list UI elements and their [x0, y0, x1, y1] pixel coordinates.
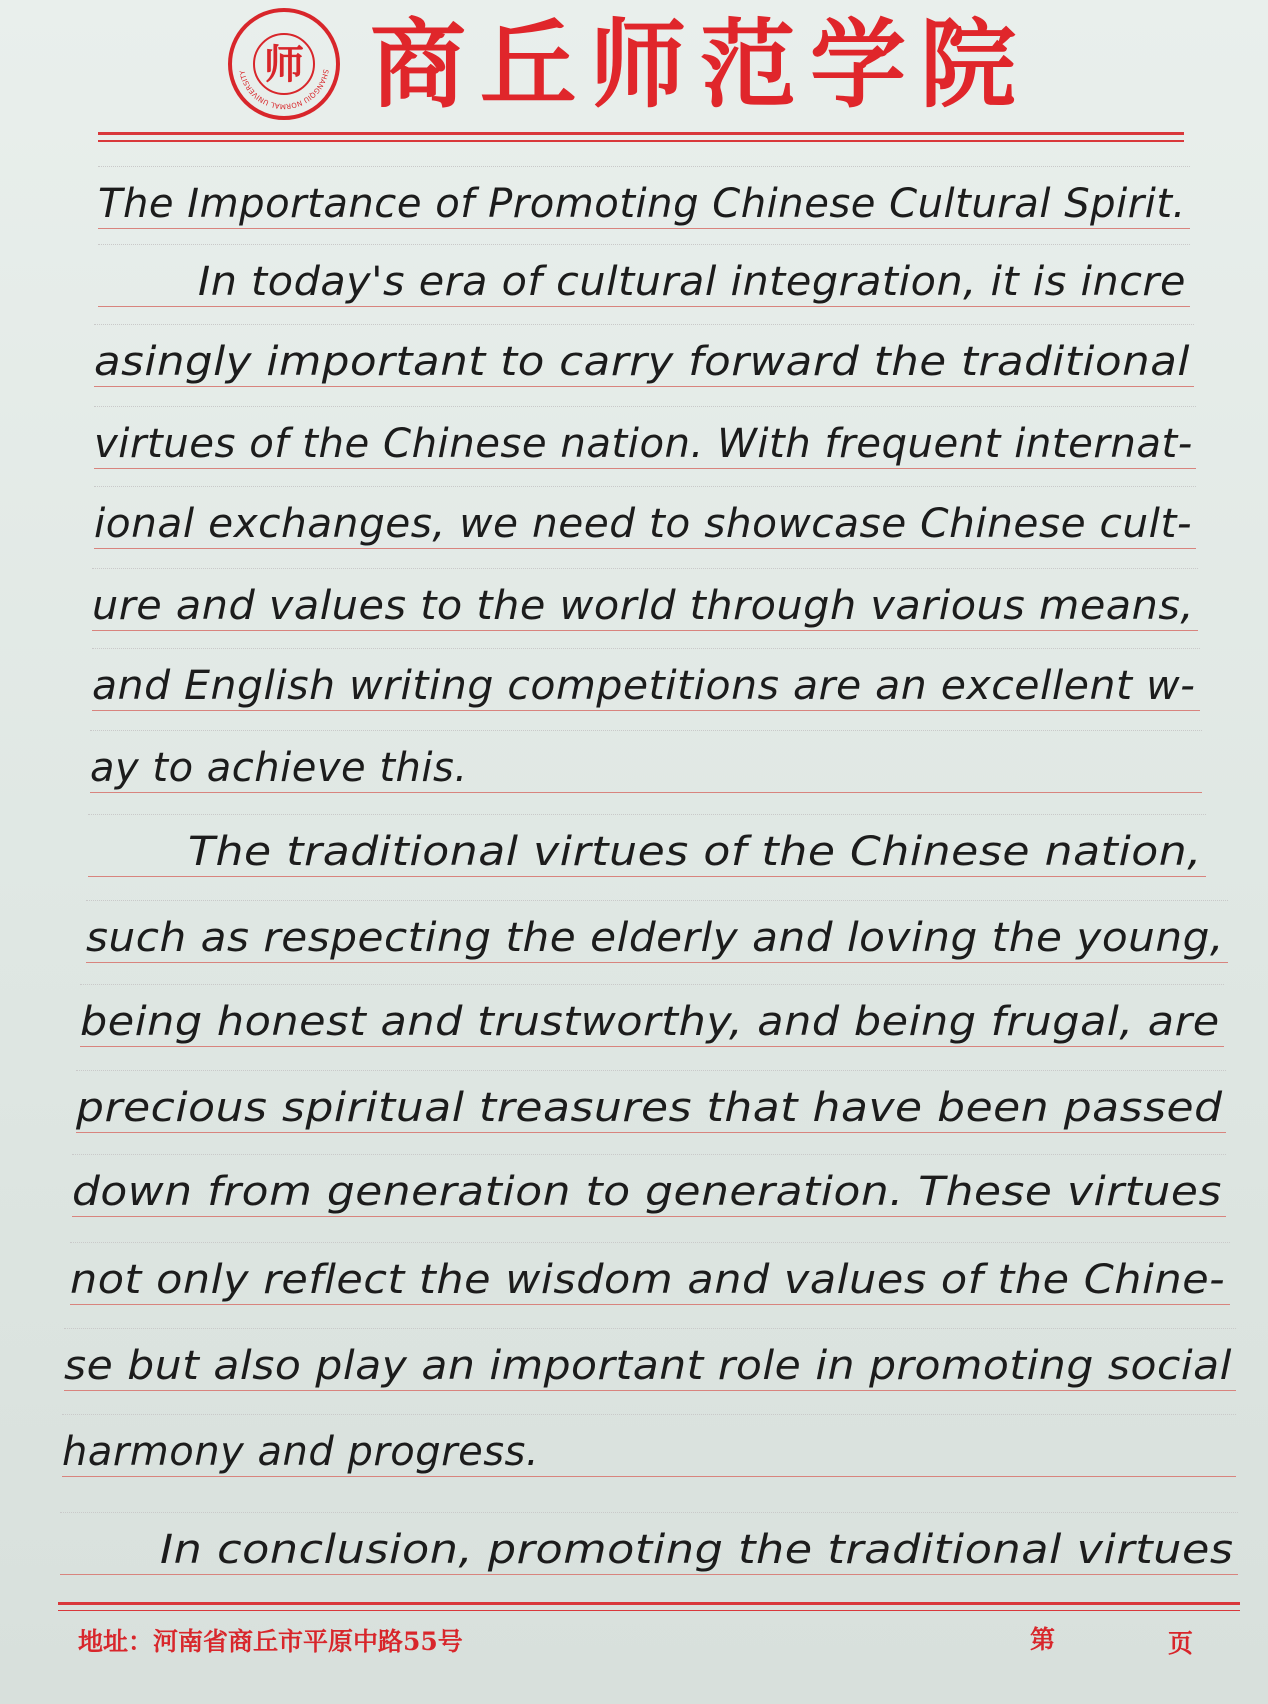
school-name-title: 商丘师范学院	[370, 8, 1030, 121]
writing-guide-line	[94, 406, 1196, 407]
essay-line: ional exchanges, we need to showcase Chinese cult-	[94, 501, 1193, 547]
logo-ring-text: SHANGQIU NORMAL UNIVERSITY	[238, 68, 330, 111]
essay-title: The Importance of Promoting Chinese Cultural Spirit.	[98, 181, 1186, 227]
writing-guide-line	[60, 1512, 1238, 1513]
writing-guide-line	[70, 1242, 1230, 1243]
writing-guide-line	[92, 648, 1200, 649]
writing-guide-line	[94, 486, 1196, 487]
writing-guide-line	[72, 1154, 1226, 1155]
essay-line: virtues of the Chinese nation. With frequent internat-	[94, 421, 1193, 467]
essay-line: and English writing competitions are an excellent w-	[92, 663, 1196, 709]
footer-page-suffix: 页	[1168, 1629, 1194, 1658]
essay-line: In conclusion, promoting the traditional virtues	[160, 1527, 1234, 1573]
footer-address: 地址：河南省商丘市平原中路55号	[78, 1627, 463, 1656]
essay-line: not only reflect the wisdom and values of the Chine-	[70, 1257, 1226, 1303]
essay-line: asingly important to carry forward the traditional	[94, 339, 1191, 385]
essay-line: se but also play an important role in promoting social	[64, 1343, 1233, 1389]
essay-line: such as respecting the elderly and loving the young,	[86, 915, 1224, 961]
logo-emblem-icon	[232, 12, 336, 116]
writing-guide-line	[90, 730, 1202, 731]
writing-guide-line	[86, 900, 1228, 901]
writing-guide-line	[94, 324, 1194, 325]
header-rule-thin	[98, 140, 1184, 142]
header-rule-thick	[98, 132, 1184, 135]
logo-center-glyph: 师	[264, 41, 304, 88]
essay-line: In today's era of cultural integration, it is incre	[198, 259, 1186, 305]
footer-page-prefix: 第	[1030, 1625, 1056, 1654]
writing-guide-line	[88, 814, 1206, 815]
essay-line: being honest and trustworthy, and being frugal, are	[80, 999, 1220, 1045]
essay-line: harmony and progress.	[62, 1429, 540, 1475]
essay-line: ure and values to the world through various means,	[92, 583, 1195, 629]
writing-guide-line	[98, 166, 1190, 167]
essay-line: precious spiritual treasures that have been passed	[76, 1085, 1223, 1131]
writing-guide-line	[62, 1414, 1236, 1415]
writing-guide-line	[64, 1328, 1236, 1329]
writing-guide-line	[98, 244, 1190, 245]
footer-rule-thin	[58, 1610, 1240, 1611]
writing-guide-line	[80, 984, 1224, 985]
essay-line: The traditional virtues of the Chinese nation,	[188, 829, 1202, 875]
writing-guide-line	[76, 1070, 1226, 1071]
essay-line: ay to achieve this.	[90, 745, 468, 791]
university-logo-seal	[228, 8, 340, 120]
writing-guide-line	[92, 568, 1198, 569]
footer-rule-thick	[58, 1602, 1240, 1605]
essay-line: down from generation to generation. These virtues	[72, 1169, 1222, 1215]
